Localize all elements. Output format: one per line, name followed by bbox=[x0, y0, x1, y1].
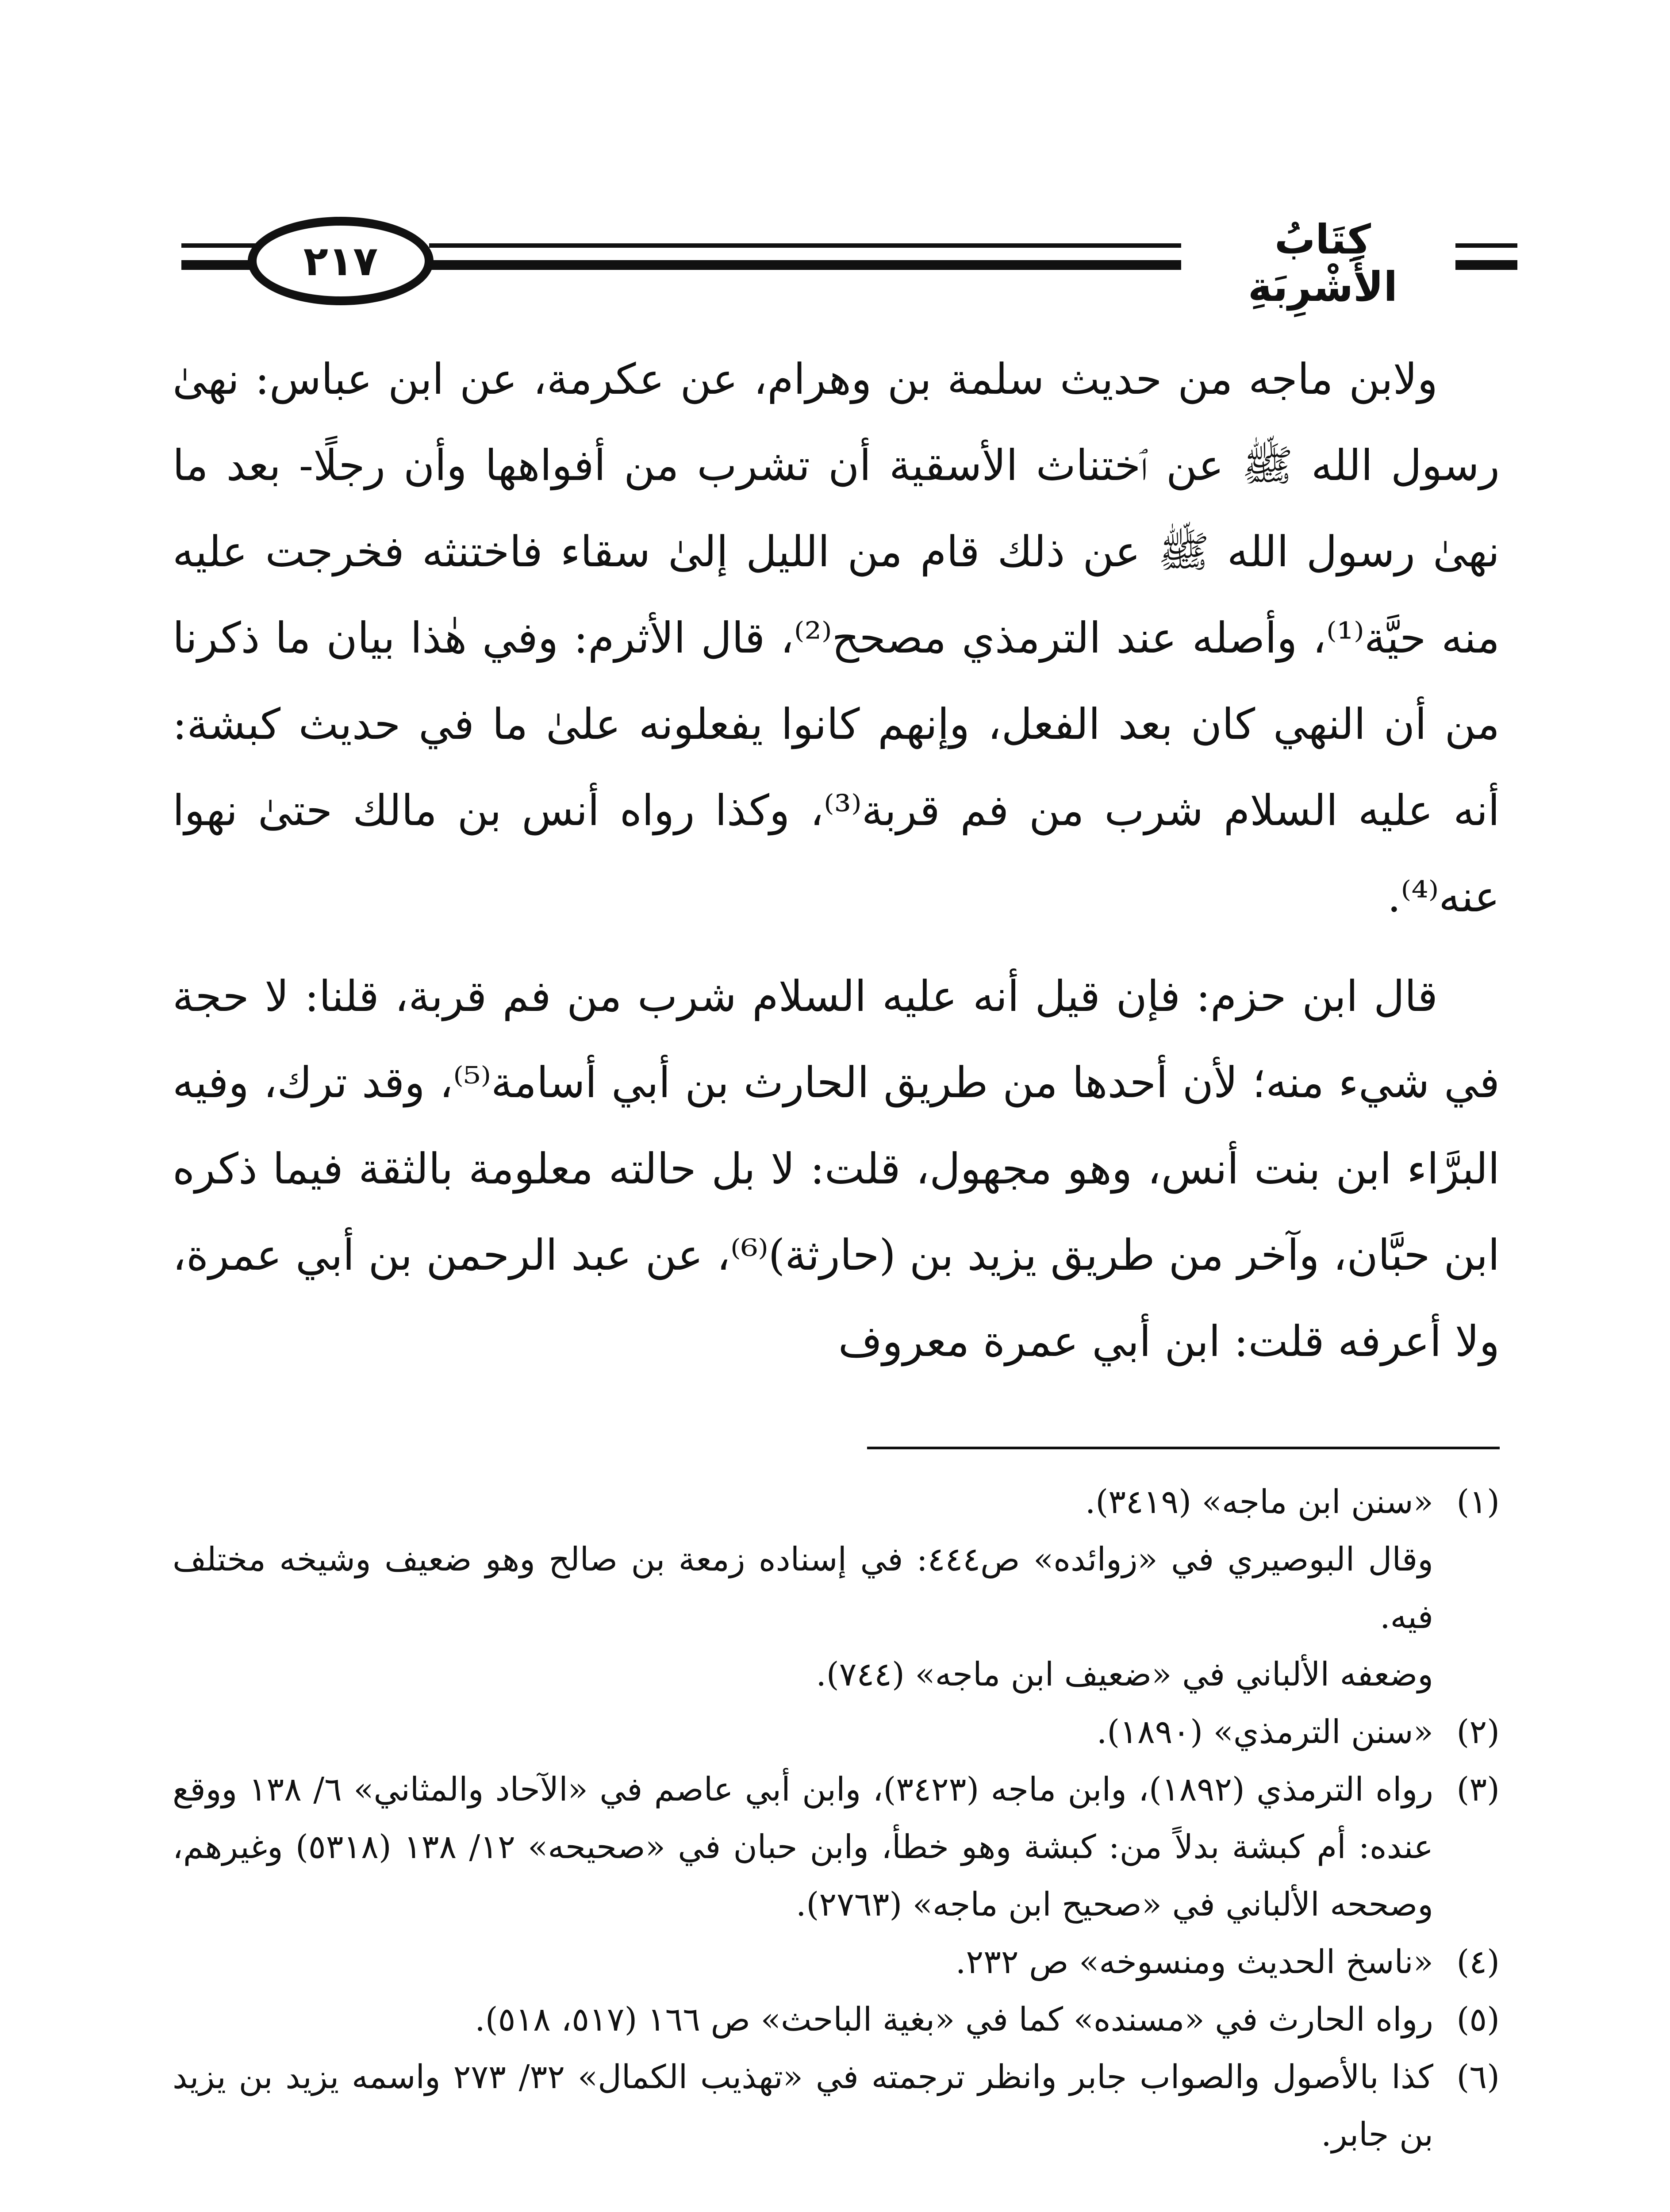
main-text bbox=[173, 336, 1500, 1385]
header-rule bbox=[429, 260, 1181, 270]
footnote-text bbox=[173, 1761, 1433, 1933]
footnote-line: رواه الحارث في «مسنده» كما في «بغية الباحث» ص ١٦٦ (٥١٧، ٥١٨). bbox=[475, 2001, 1433, 2039]
footnote bbox=[173, 1473, 1500, 1703]
footnote-line: كذا بالأصول والصواب جابر وانظر ترجمته في «تهذيب الكمال» ٣٢/ ٢٧٣ واسمه يزيد بن يزيد بن جابر. bbox=[173, 2058, 1434, 2154]
footnote-line: «ناسخ الحديث ومنسوخه» ص ٢٣٢. bbox=[955, 1943, 1433, 1981]
footnote-number: (٦) bbox=[1456, 2058, 1500, 2096]
footnote-text bbox=[173, 2048, 1433, 2163]
footnote-number: (٢) bbox=[1456, 1713, 1500, 1751]
footnote-separator bbox=[867, 1447, 1500, 1449]
page-number: ٢١٧ bbox=[303, 237, 378, 285]
header-rule bbox=[1455, 260, 1517, 270]
body-paragraph: ولابن ماجه من حديث سلمة بن وهرام، عن عكرمة، عن ابن عباس: نهىٰ رسول الله ﷺ عن ٱختناث الأسقية أن تشرب من أفواهها وأن رجلًا- بعد ما نهىٰ رسول الله ﷺ عن ذلك قام من الليل إلىٰ سقاء فاختنثه فخرجت عليه منه حيَّة⁽¹⁾، وأصله عند الترمذي مصحح⁽²⁾، قال الأثرم: وفي هٰذا بيان ما ذكرنا من أن النهي كان بعد الفعل، وإنهم كانوا يفعلونه علىٰ ما في حديث كبشة: أنه عليه السلام شرب من فم قربة⁽³⁾، وكذا رواه أنس بن مالك حتىٰ نهوا عنه⁽⁴⁾. bbox=[173, 354, 1500, 922]
header-rule bbox=[181, 260, 257, 270]
footnote-line: وقال البوصيري في «زوائده» ص٤٤٤: في إسناده زمعة بن صالح وهو ضعيف وشيخه مختلف فيه. bbox=[173, 1540, 1433, 1636]
footnote-line: رواه الترمذي (١٨٩٢)، وابن ماجه (٣٤٢٣)، وابن أبي عاصم في «الآحاد والمثاني» ٦/ ١٣٨ ووقع عنده: أم كبشة بدلاً من: كبشة وهو خطأ، وابن حبان في «صحيحه» ١٢/ ١٣٨ (٥٣١٨) وغيرهم، وصححه الألباني في «صحيح ابن ماجه» (٢٧٦٣). bbox=[173, 1770, 1433, 1924]
footnote-line: «سنن الترمذي» (١٨٩٠). bbox=[1096, 1713, 1433, 1751]
footnote-text bbox=[173, 1473, 1433, 1703]
page-number-oval bbox=[248, 217, 434, 305]
footnote-number: (٥) bbox=[1456, 2001, 1500, 2039]
footnote bbox=[173, 2048, 1500, 2163]
footnotes bbox=[173, 1473, 1500, 2163]
footnote-text bbox=[173, 1703, 1433, 1761]
footnote bbox=[173, 1991, 1500, 2048]
footnote-number: (٤) bbox=[1456, 1943, 1500, 1981]
header-rule bbox=[181, 243, 257, 248]
header-rule bbox=[1455, 243, 1517, 248]
page-header bbox=[173, 208, 1500, 310]
body-paragraph: قال ابن حزم: فإن قيل أنه عليه السلام شرب من فم قربة، قلنا: لا حجة في شيء منه؛ لأن أحدها من طريق الحارث بن أبي أسامة⁽⁵⁾، وقد ترك، وفيه البرَّاء ابن بنت أنس، وهو مجهول، قلت: لا بل حالته معلومة بالثقة فيما ذكره ابن حبَّان، وآخر من طريق يزيد بن (حارثة)⁽⁶⁾، عن عبد الرحمن بن أبي عمرة، ولا أعرفه قلت: ابن أبي عمرة معروف bbox=[173, 972, 1500, 1366]
footnote-number: (١) bbox=[1456, 1483, 1500, 1521]
footnote-text bbox=[173, 1991, 1433, 2048]
footnote-line: وضعفه الألباني في «ضعيف ابن ماجه» (٧٤٤). bbox=[816, 1655, 1433, 1694]
header-rule bbox=[429, 243, 1181, 248]
footnote bbox=[173, 1761, 1500, 1933]
running-title: كِتَابُ الأَشْرِبَةِ bbox=[1248, 216, 1398, 311]
footnote bbox=[173, 1933, 1500, 1991]
footnote-number: (٣) bbox=[1456, 1770, 1500, 1809]
footnote-line: «سنن ابن ماجه» (٣٤١٩). bbox=[1085, 1483, 1433, 1521]
footnote-text bbox=[173, 1933, 1433, 1991]
footnote bbox=[173, 1703, 1500, 1761]
